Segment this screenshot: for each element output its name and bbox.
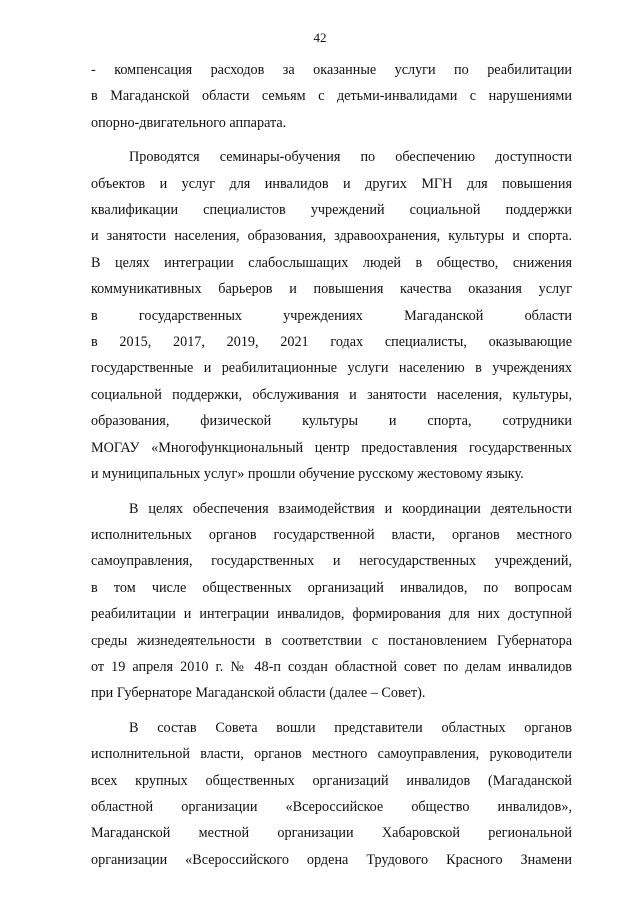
text-line: организации «Всероссийского ордена Трудового Красного Знамени (91, 851, 572, 868)
paragraph-council-creation (91, 496, 572, 707)
text-line: областной организации «Всероссийское общество инвалидов», (91, 798, 572, 815)
text-line: среды жизнедеятельности в соответствии с постановлением Губернатора (91, 632, 572, 649)
text-line: коммуникативных барьеров и повышения качества оказания услуг (91, 281, 572, 298)
text-line: от 19 апреля 2010 г. № 48-п создан областной совет по делам инвалидов (91, 658, 572, 675)
text-line: Магаданской местной организации Хабаровской региональной (91, 825, 572, 842)
text-line: государственные и реабилитационные услуги населению в учреждениях (91, 360, 572, 377)
text-line: реабилитации и интеграции инвалидов, формирования для них доступной (91, 606, 572, 623)
paragraph-seminars (91, 144, 572, 487)
text-line: в Магаданской области семьям с детьми-инвалидами с нарушениями (91, 88, 572, 105)
text-line: образования, физической культуры и спорта, сотрудники (91, 413, 572, 430)
page-number: 42 (313, 30, 327, 45)
text-line: исполнительных органов государственной власти, органов местного (91, 526, 572, 543)
document-body (91, 57, 572, 873)
text-line: объектов и услуг для инвалидов и других МГН для повышения (91, 175, 572, 192)
text-line: в государственных учреждениях Магаданской области (91, 307, 572, 324)
text-line: - компенсация расходов за оказанные услуги по реабилитации (91, 62, 572, 78)
text-line: исполнительной власти, органов местного самоуправления, руководители (91, 746, 572, 763)
text-line: В целях интеграции слабослышащих людей в общество, снижения (91, 254, 572, 271)
text-line: В состав Совета вошли представители областных органов (129, 719, 572, 736)
text-line: опорно-двигательного аппарата. (91, 114, 287, 131)
text-line: МОГАУ «Многофункциональный центр предоставления государственных (91, 439, 572, 456)
text-line: в том числе общественных организаций инвалидов, по вопросам (91, 579, 572, 596)
text-line: социальной поддержки, обслуживания и занятости населения, культуры, (91, 386, 572, 403)
text-line: всех крупных общественных организаций инвалидов (Магаданской (91, 772, 572, 789)
text-line: самоуправления, государственных и негосударственных учреждений, (91, 553, 572, 570)
text-line: и муниципальных услуг» прошли обучение русскому жестовому языку. (91, 466, 524, 483)
paragraph-council-composition (91, 715, 572, 873)
text-line: в 2015, 2017, 2019, 2021 годах специалисты, оказывающие (91, 334, 572, 351)
text-line: В целях обеспечения взаимодействия и координации деятельности (129, 500, 572, 517)
text-line: квалификации специалистов учреждений социальной поддержки (91, 202, 572, 219)
text-line: Проводятся семинары-обучения по обеспечению доступности (129, 149, 572, 166)
text-line: и занятости населения, образования, здравоохранения, культуры и спорта. (91, 228, 572, 245)
text-line: при Губернаторе Магаданской области (далее – Совет). (91, 685, 426, 702)
paragraph-compensation (91, 57, 572, 136)
